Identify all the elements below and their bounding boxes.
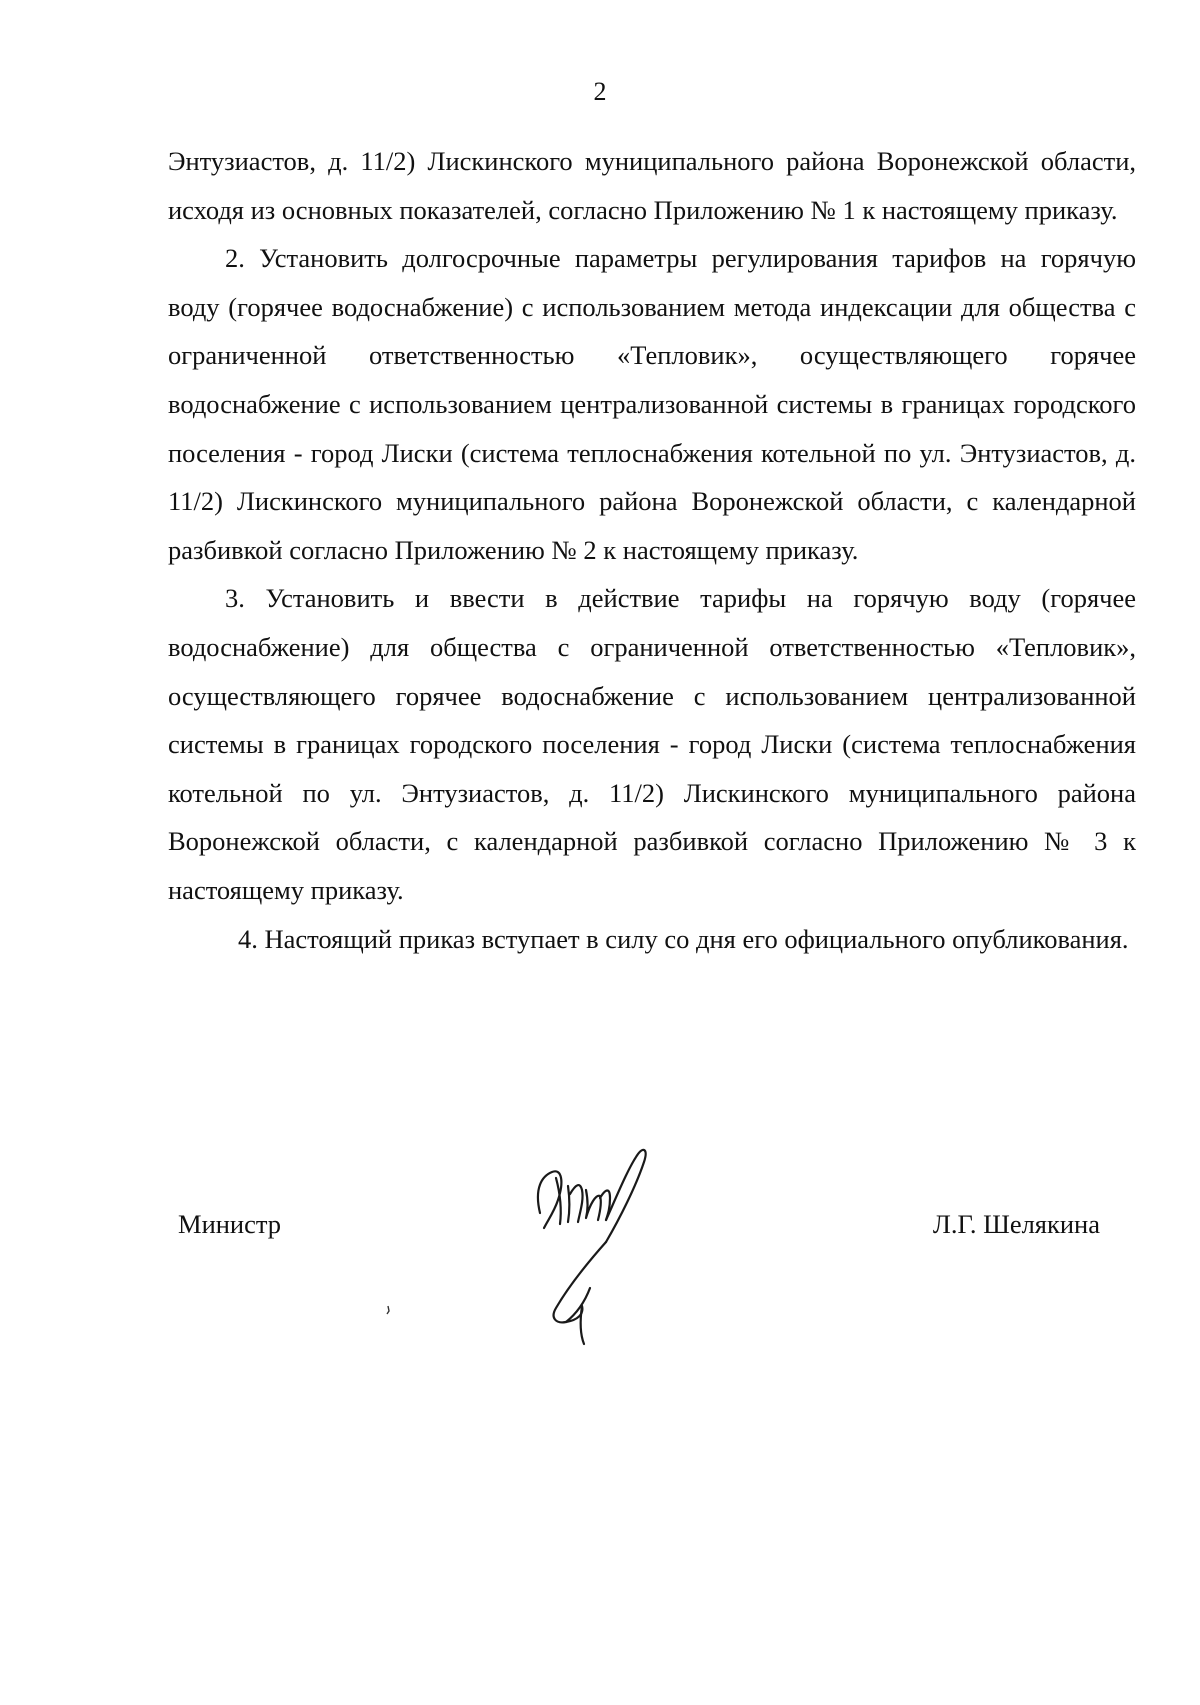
page-number: 2: [593, 77, 607, 106]
ink-speck-icon: [386, 1305, 392, 1315]
paragraph-item-2: 2. Установить долгосрочные параметры регулирования тарифов на горячую воду (горячее водоснабжение) с использованием метода индексации для общества с ограниченной ответственностью «Тепловик», осуществляющего горячее водоснабжение с использованием централизованной системы в границах городского поселения - город Лиски (система теплоснабжения котельной по ул. Энтузиастов, д. 11/2) Лискинского муниципального района Воронежской области, с календарной разбивкой согласно Приложению № 2 к настоящему приказу.: [168, 243, 1136, 565]
paragraph-item-4: 4. Настоящий приказ вступает в силу со дня его официального опубликования.: [238, 923, 1129, 954]
document-body: [168, 137, 1136, 963]
signer-name: Л.Г. Шелякина: [932, 1209, 1100, 1239]
paragraph-item-3: 3. Установить и ввести в действие тарифы на горячую воду (горячее водоснабжение) для общества с ограниченной ответственностью «Тепловик», осуществляющего горячее водоснабжение с использованием централизованной системы в границах городского поселения - город Лиски (система теплоснабжения котельной по ул. Энтузиастов, д. 11/2) Лискинского муниципального района Воронежской области, с календарной разбивкой согласно Приложению № 3 к настоящему приказу.: [168, 583, 1136, 905]
signer-position-title: Министр: [178, 1209, 282, 1239]
handwritten-signature-icon: [520, 1138, 690, 1358]
paragraph-continuation: Энтузиастов, д. 11/2) Лискинского муниципального района Воронежской области, исходя из основных показателей, согласно Приложению № 1 к настоящему приказу.: [168, 146, 1136, 225]
